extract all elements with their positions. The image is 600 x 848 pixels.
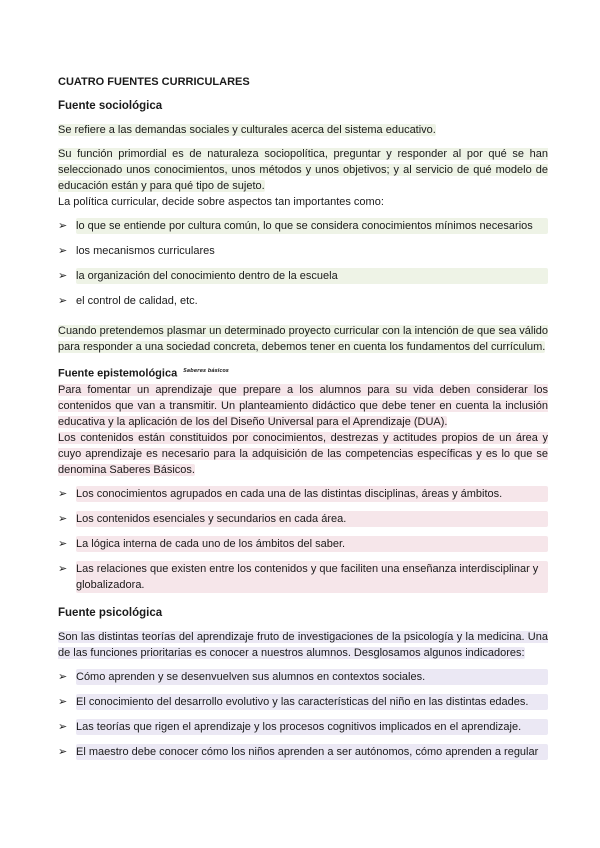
psychological-bullet: ➢ El maestro debe conocer cómo los niños aprenden a ser autónomos, cómo aprenden a regular [58,744,548,760]
epistemological-p1: Para fomentar un aprendizaje que prepare a los alumnos para su vida deben considerar los contenidos que van a transmitir. Un planteamiento didáctico que debe tener en cuenta la inclusión educativa y la aplicación de los del Diseño Universal para el Aprendizaje (DUA). [58,383,548,428]
document-page [58,74,548,769]
psychological-heading: Fuente psicológica [58,606,163,619]
arrow-bullet-icon: ➢ [58,295,68,307]
psychological-bullet: ➢ Cómo aprenden y se desenvuelven sus alumnos en contextos sociales. [58,669,548,685]
arrow-bullet-icon: ➢ [58,537,68,550]
sociological-heading: Fuente sociológica [58,100,163,112]
psychological-bullet: ➢ El conocimiento del desarrollo evolutivo y las características del niño en las distintas edades. [58,694,548,710]
arrow-bullet-icon: ➢ [58,745,68,758]
handwritten-note: Saberes básicos [183,368,229,374]
arrow-bullet-icon: ➢ [58,220,68,232]
epistemological-p2: Los contenidos están constituidos por conocimientos, destrezas y actitudes propios de un área y cuyo aprendizaje es necesario para la adquisición de las competencias específicas y es lo que se denomina Saberes Básicos. [58,431,548,476]
sociological-p4: Cuando pretendemos plasmar un determinado proyecto curricular con la intención de que sea válido para responder a una sociedad concreta, debemos tener en cuenta los fundamentos del currículum. [58,325,548,353]
sociological-bullet: ➢ la organización del conocimiento dentro de la escuela [58,268,548,284]
arrow-bullet-icon: ➢ [58,512,68,525]
arrow-bullet-icon: ➢ [58,487,68,500]
epistemological-heading: Fuente epistemológica [58,367,178,380]
document-title: CUATRO FUENTES CURRICULARES [58,76,250,88]
sociological-bullet: ➢ el control de calidad, etc. [58,295,198,307]
psychological-bullet: ➢ Las teorías que rigen el aprendizaje y los procesos cognitivos implicados en el aprendizaje. [58,719,548,735]
sociological-p3: La política curricular, decide sobre aspectos tan importantes como: [58,196,384,208]
sociological-p1: Se refiere a las demandas sociales y culturales acerca del sistema educativo. [58,124,436,136]
epistemological-bullet: ➢ La lógica interna de cada uno de los ámbitos del saber. [58,536,548,552]
epistemological-heading-row [58,363,548,382]
arrow-bullet-icon: ➢ [58,562,68,575]
arrow-bullet-icon: ➢ [58,245,68,257]
arrow-bullet-icon: ➢ [58,720,68,733]
epistemological-bullet: ➢ Los conocimientos agrupados en cada una de las distintas disciplinas, áreas y ámbitos. [58,486,548,502]
epistemological-bullet: ➢ Los contenidos esenciales y secundarios en cada área. [58,511,548,527]
sociological-bullet: ➢ lo que se entiende por cultura común, lo que se considera conocimientos mínimos necesarios [58,218,548,234]
arrow-bullet-icon: ➢ [58,270,68,282]
sociological-p2: Su función primordial es de naturaleza sociopolítica, preguntar y responder al por qué se han seleccionado unos conocimientos, unos métodos y unos objetivos; y al servicio de qué modelo de educación están y para qué tipo de sujeto. [58,148,548,192]
epistemological-bullet: ➢ Las relaciones que existen entre los contenidos y que faciliten una enseñanza interdisciplinar y globalizadora. [58,561,548,593]
sociological-bullet: ➢ los mecanismos curriculares [58,245,215,257]
psychological-p1: Son las distintas teorías del aprendizaje fruto de investigaciones de la psicología y la medicina. Una de las funciones prioritarias es conocer a nuestros alumnos. Desglosamos algunos indicadores: [58,630,548,659]
arrow-bullet-icon: ➢ [58,670,68,683]
arrow-bullet-icon: ➢ [58,695,68,708]
